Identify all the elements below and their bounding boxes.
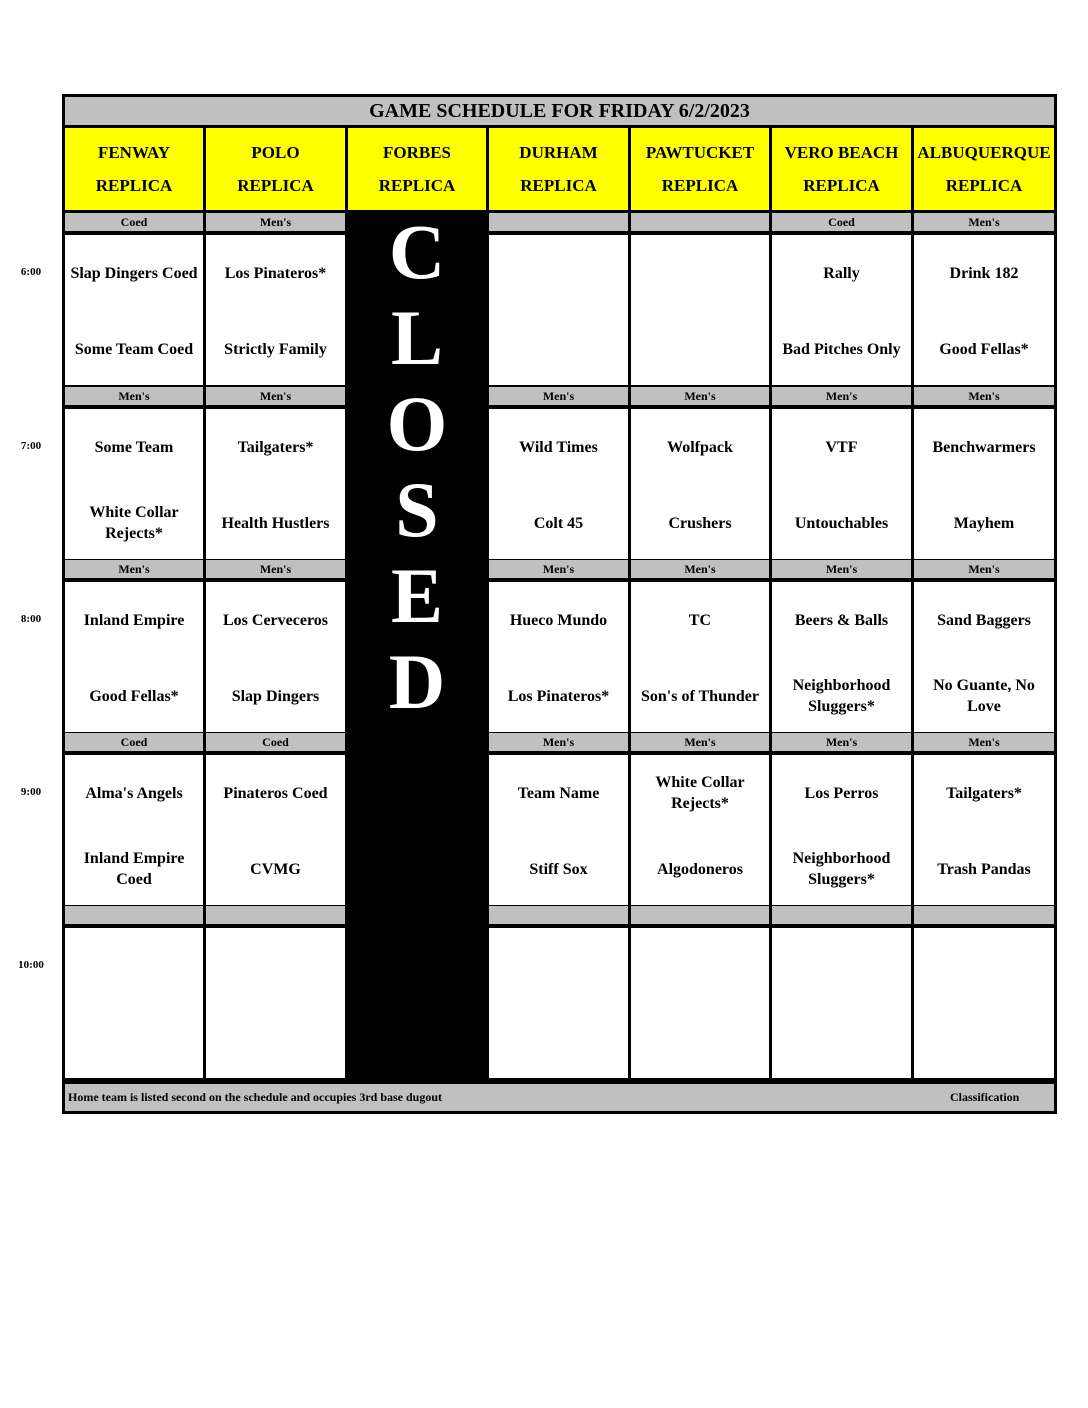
away-team: Drink 182: [949, 264, 1019, 282]
classification-band: [772, 906, 911, 924]
away-team: [489, 243, 628, 303]
schedule-title: GAME SCHEDULE FOR FRIDAY 6/2/2023: [65, 97, 1054, 125]
home-team: Los Pinateros*: [507, 687, 610, 705]
classification-band: Coed: [772, 213, 911, 231]
game-cell: [914, 235, 1054, 385]
field-name: FENWAY: [97, 143, 171, 162]
game-cell: [772, 755, 911, 905]
field-subtitle: REPLICA: [237, 176, 314, 195]
game-cell: [772, 235, 911, 385]
field-header-polo: [206, 128, 345, 210]
home-team: Untouchables: [794, 514, 889, 532]
classification-legend: Classification: [950, 1090, 1020, 1104]
home-team: Inland Empire Coed: [83, 850, 185, 888]
time-label: 8:00: [20, 613, 42, 625]
closed-letter: L: [390, 294, 444, 381]
footer-bar: [65, 1084, 1054, 1111]
home-team: Neighborhood Sluggers*: [792, 850, 891, 888]
home-team: Trash Pandas: [937, 860, 1031, 878]
classification-band: Men's: [914, 733, 1054, 751]
away-team: Some Team: [94, 438, 174, 456]
time-label: 6:00: [20, 266, 42, 278]
home-team: [206, 1012, 345, 1072]
home-team: [631, 319, 769, 379]
time-label: 7:00: [20, 440, 42, 452]
game-cell: [65, 409, 203, 559]
field-name: ALBUQUERQUE: [917, 143, 1051, 162]
classification-band: Men's: [631, 560, 769, 578]
away-team: Inland Empire: [83, 611, 185, 629]
game-cell: [772, 582, 911, 732]
home-team: Colt 45: [533, 514, 584, 532]
field-subtitle: REPLICA: [95, 176, 173, 195]
classification-band: [631, 906, 769, 924]
game-cell: [631, 582, 769, 732]
home-team: Good Fellas*: [939, 340, 1029, 358]
home-team: [489, 319, 628, 379]
classification-band: Men's: [631, 387, 769, 405]
field-name: VERO BEACH: [784, 143, 899, 162]
classification-band: Men's: [772, 387, 911, 405]
game-cell: [914, 409, 1054, 559]
away-team: [631, 243, 769, 303]
closed-letter: O: [386, 380, 448, 467]
field-subtitle: REPLICA: [520, 176, 597, 195]
game-cell: [631, 235, 769, 385]
closed-letter: E: [390, 552, 444, 639]
away-team: [206, 936, 345, 996]
classification-band: Men's: [206, 560, 345, 578]
away-team: Alma's Angels: [85, 784, 183, 802]
game-cell: [489, 755, 628, 905]
home-team: Bad Pitches Only: [782, 340, 901, 358]
away-team: [65, 936, 203, 996]
home-team: Some Team Coed: [74, 340, 194, 358]
away-team: Los Cerveceros: [223, 611, 328, 629]
home-team: Stiff Sox: [529, 860, 588, 878]
classification-band: Men's: [914, 213, 1054, 231]
schedule-table: [62, 94, 1057, 1114]
game-cell: [206, 409, 345, 559]
classification-band: [631, 213, 769, 231]
field-name: FORBES: [382, 143, 452, 162]
classification-band: Men's: [914, 387, 1054, 405]
home-team: Son's of Thunder: [641, 687, 759, 705]
closed-column: [348, 208, 486, 1081]
field-name: POLO: [251, 143, 300, 162]
classification-band: Men's: [772, 560, 911, 578]
away-team: Rally: [823, 264, 860, 282]
away-team: Team Name: [517, 784, 600, 802]
home-team: Strictly Family: [224, 340, 327, 358]
home-team: CVMG: [250, 860, 301, 878]
game-cell: [489, 582, 628, 732]
game-cell: [631, 409, 769, 559]
game-cell: [489, 928, 628, 1078]
field-subtitle: REPLICA: [803, 176, 880, 195]
game-cell: [206, 582, 345, 732]
classification-band: [914, 906, 1054, 924]
away-team: Slap Dingers Coed: [70, 264, 198, 282]
game-cell: [489, 409, 628, 559]
home-team: [772, 1012, 911, 1072]
away-team: White Collar Rejects*: [655, 774, 745, 812]
away-team: Wild Times: [519, 438, 598, 456]
home-team: White Collar Rejects*: [89, 504, 179, 542]
classification-band: [489, 906, 628, 924]
game-cell: [631, 928, 769, 1078]
away-team: Beers & Balls: [794, 611, 889, 629]
away-team: Wolfpack: [667, 438, 733, 456]
home-team: [914, 1012, 1054, 1072]
away-team: Hueco Mundo: [509, 611, 608, 629]
home-team: Neighborhood Sluggers*: [792, 677, 891, 715]
game-cell: [914, 582, 1054, 732]
home-team: Algodoneros: [657, 860, 743, 878]
time-label: 10:00: [18, 959, 44, 971]
game-cell: [914, 755, 1054, 905]
game-cell: [65, 235, 203, 385]
away-team: [914, 936, 1054, 996]
game-cell: [206, 928, 345, 1078]
classification-band: Men's: [206, 387, 345, 405]
closed-letter: D: [388, 638, 446, 725]
home-team: [489, 1012, 628, 1072]
field-subtitle: REPLICA: [945, 176, 1023, 195]
home-team: Good Fellas*: [89, 687, 179, 705]
classification-band: Coed: [65, 213, 203, 231]
field-name: DURHAM: [519, 143, 598, 162]
classification-band: [489, 213, 628, 231]
classification-band: [206, 906, 345, 924]
away-team: Los Perros: [804, 784, 879, 802]
home-team: Slap Dingers: [231, 687, 320, 705]
away-team: VTF: [825, 438, 858, 456]
field-subtitle: REPLICA: [661, 176, 739, 195]
game-cell: [772, 928, 911, 1078]
classification-band: Men's: [489, 733, 628, 751]
game-cell: [65, 928, 203, 1078]
home-team: Mayhem: [953, 514, 1015, 532]
classification-band: Men's: [489, 560, 628, 578]
classification-band: Men's: [772, 733, 911, 751]
classification-band: Coed: [65, 733, 203, 751]
away-team: TC: [688, 611, 712, 629]
field-header-pawtucket: [631, 128, 769, 210]
away-team: Benchwarmers: [932, 438, 1036, 456]
game-cell: [206, 235, 345, 385]
game-cell: [206, 755, 345, 905]
away-team: [631, 936, 769, 996]
home-team: Health Hustlers: [221, 514, 330, 532]
field-header-forbes: [348, 128, 486, 210]
classification-band: Men's: [65, 387, 203, 405]
away-team: Los Pinateros*: [224, 264, 327, 282]
game-cell: [489, 235, 628, 385]
classification-band: Men's: [489, 387, 628, 405]
game-cell: [65, 755, 203, 905]
away-team: Pinateros Coed: [223, 784, 328, 802]
field-name: PAWTUCKET: [645, 143, 755, 162]
game-cell: [65, 582, 203, 732]
away-team: Sand Baggers: [937, 611, 1031, 629]
game-cell: [914, 928, 1054, 1078]
closed-letter: C: [388, 208, 446, 295]
field-header-vero-beach: [772, 128, 911, 210]
classification-band: Men's: [631, 733, 769, 751]
away-team: Tailgaters*: [946, 784, 1022, 802]
field-header-durham: [489, 128, 628, 210]
time-label: 9:00: [20, 786, 42, 798]
home-team: [65, 1012, 203, 1072]
field-subtitle: REPLICA: [378, 176, 456, 195]
classification-band: Coed: [206, 733, 345, 751]
classification-band: Men's: [65, 560, 203, 578]
game-cell: [772, 409, 911, 559]
home-team: No Guante, No Love: [933, 677, 1035, 715]
away-team: [772, 936, 911, 996]
home-team: [631, 1012, 769, 1072]
classification-band: [65, 906, 203, 924]
game-cell: [631, 755, 769, 905]
home-team: Crushers: [668, 514, 732, 532]
field-header-albuquerque: [914, 128, 1054, 210]
classification-band: Men's: [914, 560, 1054, 578]
classification-band: Men's: [206, 213, 345, 231]
away-team: [489, 936, 628, 996]
away-team: Tailgaters*: [237, 438, 314, 456]
closed-letter: S: [395, 466, 439, 553]
home-team-note: Home team is listed second on the schedule and occupies 3rd base dugout: [68, 1090, 443, 1104]
field-header-fenway: [65, 128, 203, 210]
